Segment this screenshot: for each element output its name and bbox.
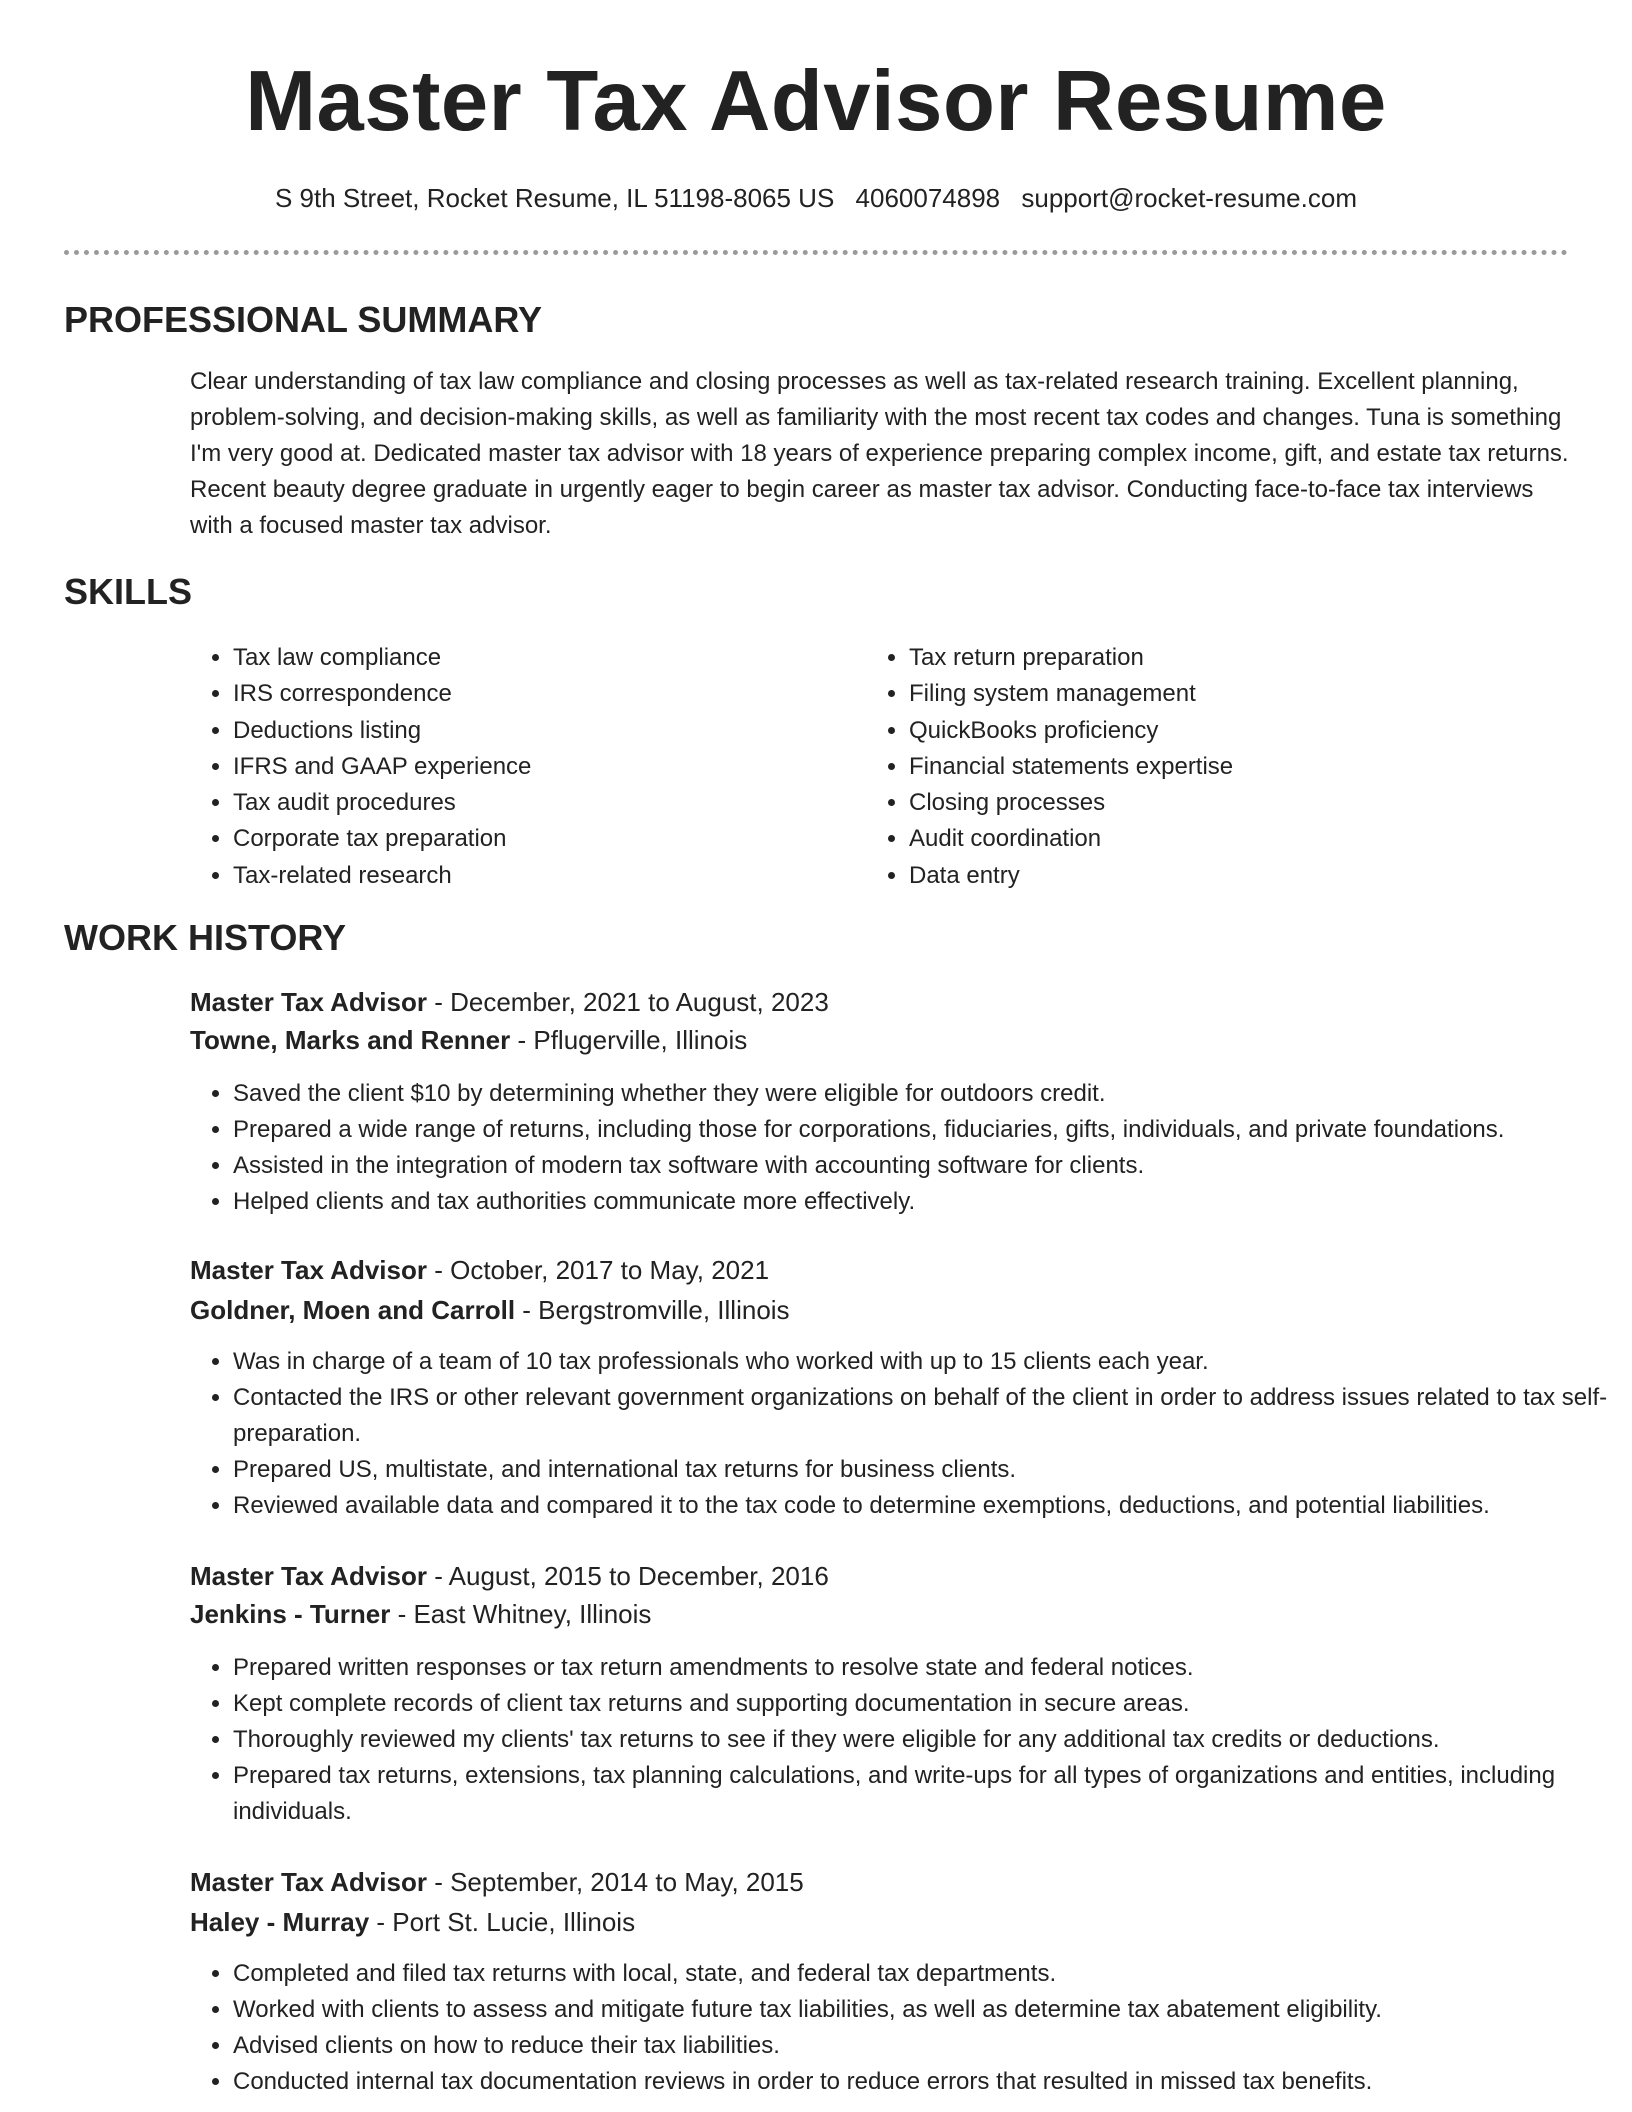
job-bullet: • Prepared a wide range of returns, including those for corporations, fiduciaries, gifts, individuals, and private foundations. bbox=[233, 1112, 1618, 1148]
skill-item: • Tax audit procedures bbox=[233, 785, 853, 821]
job-bullet: • Thoroughly reviewed my clients' tax returns to see if they were eligible for any additional tax credits or deductions. bbox=[233, 1722, 1618, 1758]
work-history-heading: WORK HISTORY bbox=[64, 917, 347, 958]
job-dates: - December, 2021 to August, 2023 bbox=[426, 987, 829, 1017]
job-company: Towne, Marks and Renner bbox=[190, 1025, 511, 1055]
job-bullet: • Helped clients and tax authorities communicate more effectively. bbox=[233, 1184, 1618, 1220]
job-company-line bbox=[190, 1022, 747, 1058]
job-bullet: • Contacted the IRS or other relevant government organizations on behalf of the client in order to address issues related to tax self-preparation. bbox=[233, 1380, 1618, 1452]
job-bullet: • Completed and filed tax returns with local, state, and federal tax departments. bbox=[233, 1956, 1618, 1992]
job-bullet: • Prepared written responses or tax return amendments to resolve state and federal notices. bbox=[233, 1650, 1618, 1686]
summary-text: Clear understanding of tax law compliance and closing processes as well as tax-related research training. Excellent planning, problem-solving, and decision-making skills, as well as familiarity with the most recent tax codes and changes. Tuna is something I'm very good at. Dedicated master tax advisor with 18 years of experience preparing complex income, gift, and estate tax returns. Recent beauty degree graduate in urgently eager to begin career as master tax advisor. Conducting face-to-face tax interviews with a focused master tax advisor. bbox=[190, 368, 1569, 539]
skill-item: • Deductions listing bbox=[233, 713, 853, 749]
job-title-line bbox=[190, 1558, 829, 1594]
job-title: Master Tax Advisor bbox=[190, 1867, 427, 1897]
job-title: Master Tax Advisor bbox=[190, 987, 427, 1017]
skill-item: • Financial statements expertise bbox=[909, 749, 1529, 785]
skill-item: • Corporate tax preparation bbox=[233, 821, 853, 857]
job-company: Haley - Murray bbox=[190, 1907, 370, 1937]
skills-list-left bbox=[190, 640, 853, 894]
contact-address: S 9th Street, Rocket Resume, IL 51198-8065 US bbox=[274, 183, 835, 213]
job-bullet: • Prepared US, multistate, and international tax returns for business clients. bbox=[233, 1452, 1618, 1488]
job-bullets bbox=[190, 1344, 1618, 1524]
skill-item: • Filing system management bbox=[909, 676, 1529, 712]
job-bullet: • Reviewed available data and compared it to the tax code to determine exemptions, deductions, and potential liabilities. bbox=[233, 1488, 1618, 1524]
job-dates: - October, 2017 to May, 2021 bbox=[426, 1255, 770, 1285]
job-company: Goldner, Moen and Carroll bbox=[190, 1295, 516, 1325]
job-company-line bbox=[190, 1904, 635, 1940]
job-company-line bbox=[190, 1292, 790, 1328]
skill-item: • Tax-related research bbox=[233, 858, 853, 894]
skill-item: • Closing processes bbox=[909, 785, 1529, 821]
job-dates: - September, 2014 to May, 2015 bbox=[426, 1867, 804, 1897]
job-location: - East Whitney, Illinois bbox=[390, 1599, 652, 1629]
summary-heading: PROFESSIONAL SUMMARY bbox=[64, 299, 543, 340]
job-bullets bbox=[190, 1076, 1618, 1220]
job-title: Master Tax Advisor bbox=[190, 1561, 427, 1591]
job-dates: - August, 2015 to December, 2016 bbox=[426, 1561, 829, 1591]
job-location: - Bergstromville, Illinois bbox=[515, 1295, 790, 1325]
skill-item: • Tax return preparation bbox=[909, 640, 1529, 676]
job-bullets bbox=[190, 1650, 1618, 1830]
job-bullet: • Kept complete records of client tax returns and supporting documentation in secure areas. bbox=[233, 1686, 1618, 1722]
job-title-line bbox=[190, 1252, 769, 1288]
resume-title: Master Tax Advisor Resume bbox=[245, 54, 1387, 149]
job-bullets bbox=[190, 1956, 1618, 2100]
job-bullet: • Prepared tax returns, extensions, tax planning calculations, and write-ups for all types of organizations and entities, including individuals. bbox=[233, 1758, 1618, 1830]
skill-item: • IRS correspondence bbox=[233, 676, 853, 712]
job-bullet: • Worked with clients to assess and mitigate future tax liabilities, as well as determine tax abatement eligibility. bbox=[233, 1992, 1618, 2028]
header-divider bbox=[64, 250, 1568, 255]
skill-item: • IFRS and GAAP experience bbox=[233, 749, 853, 785]
skill-item: • Tax law compliance bbox=[233, 640, 853, 676]
job-bullet: • Advised clients on how to reduce their tax liabilities. bbox=[233, 2028, 1618, 2064]
job-location: - Pflugerville, Illinois bbox=[510, 1025, 748, 1055]
contact-phone: 4060074898 bbox=[855, 183, 1001, 213]
job-title-line bbox=[190, 984, 829, 1020]
job-bullet: • Conducted internal tax documentation reviews in order to reduce errors that resulted in missed tax benefits. bbox=[233, 2064, 1618, 2100]
job-title: Master Tax Advisor bbox=[190, 1255, 427, 1285]
skills-list-right bbox=[866, 640, 1529, 894]
contact-email: support@rocket-resume.com bbox=[1021, 183, 1357, 213]
skill-item: • QuickBooks proficiency bbox=[909, 713, 1529, 749]
job-bullet: • Saved the client $10 by determining whether they were eligible for outdoors credit. bbox=[233, 1076, 1618, 1112]
job-bullet: • Was in charge of a team of 10 tax professionals who worked with up to 15 clients each year. bbox=[233, 1344, 1618, 1380]
skill-item: • Data entry bbox=[909, 858, 1529, 894]
job-bullet: • Assisted in the integration of modern tax software with accounting software for clients. bbox=[233, 1148, 1618, 1184]
job-company-line bbox=[190, 1596, 651, 1632]
job-location: - Port St. Lucie, Illinois bbox=[369, 1907, 636, 1937]
job-company: Jenkins - Turner bbox=[190, 1599, 391, 1629]
job-title-line bbox=[190, 1864, 804, 1900]
skill-item: • Audit coordination bbox=[909, 821, 1529, 857]
skills-heading: SKILLS bbox=[64, 571, 193, 612]
contact-line bbox=[0, 180, 1632, 216]
